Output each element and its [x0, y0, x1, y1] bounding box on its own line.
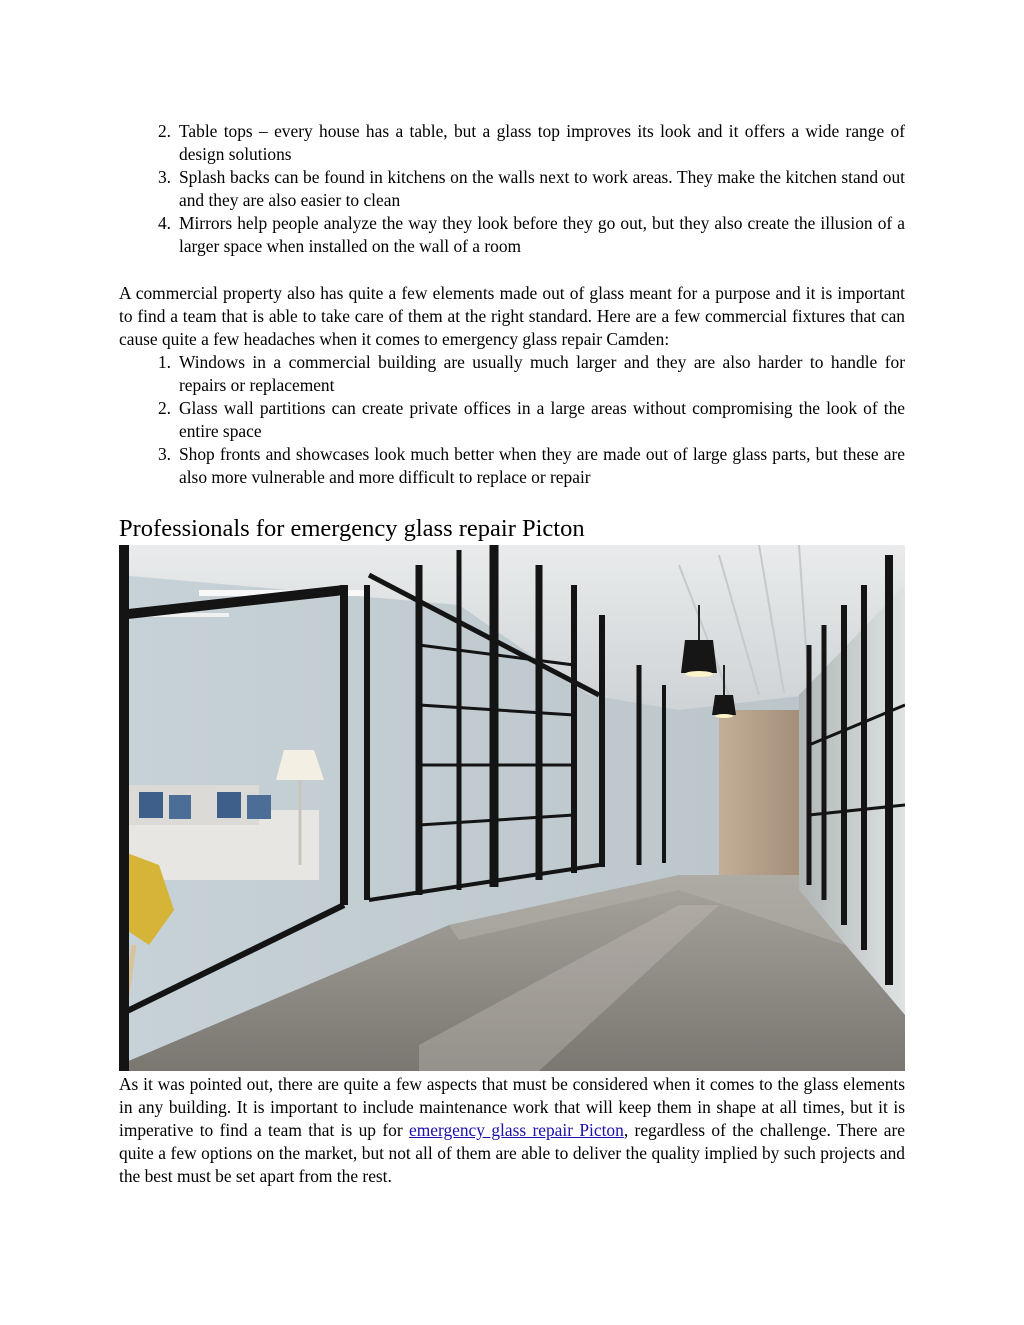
- list-item: [119, 397, 905, 443]
- office-corridor-photo: [119, 545, 905, 1071]
- list-item: [119, 212, 905, 258]
- list-number: 2.: [157, 398, 171, 418]
- section-heading: Professionals for emergency glass repair Picton: [119, 515, 585, 542]
- list-item-text: Table tops – every house has a table, but a glass top improves its look and it offers a wide range of design solutions: [179, 121, 905, 164]
- list-number: 4.: [157, 213, 171, 233]
- closing-text-end: , regardless of the challenge. There are quite a few options on the market, but not all of them are able to deliver the quality implied by such projects and the best must be set apart from the rest.: [119, 1120, 905, 1186]
- list-item: [119, 120, 905, 166]
- list-item-text: Splash backs can be found in kitchens on the walls next to work areas. They make the kitchen stand out and they are also easier to clean: [179, 167, 905, 210]
- list-item: [119, 443, 905, 489]
- closing-paragraph: [119, 1073, 905, 1188]
- list-item-text: Shop fronts and showcases look much better when they are made out of large glass parts, but these are also more vulnerable and more difficult to replace or repair: [179, 444, 905, 487]
- list-item-text: Glass wall partitions can create private offices in a large areas without compromising the look of the entire space: [179, 398, 905, 441]
- list-number: 3.: [157, 167, 171, 187]
- residential-glass-list: [119, 120, 905, 258]
- commercial-paragraph: A commercial property also has quite a few elements made out of glass meant for a purpose and it is important to find a team that is able to take care of them at the right standard. Here are a few commercial fixtures that can cause quite a few headaches when it comes to emergency glass repair Camden:: [119, 283, 905, 349]
- emergency-glass-repair-link[interactable]: emergency glass repair Picton: [409, 1120, 624, 1140]
- list-item-text: Mirrors help people analyze the way they look before they go out, but they also create the illusion of a larger space when installed on the wall of a room: [179, 213, 905, 256]
- list-item: [119, 351, 905, 397]
- closing-text-start: As it was pointed out, there are quite a few aspects that must be considered when it comes to the glass elements in any building. It is important to include maintenance work that will keep them in shape at all times, but it is imperative to find a team that is up for: [119, 1074, 905, 1140]
- list-number: 1.: [157, 352, 171, 372]
- document-page: [119, 120, 905, 1188]
- list-number: 3.: [157, 444, 171, 464]
- list-item: [119, 166, 905, 212]
- list-number: 2.: [157, 121, 171, 141]
- commercial-glass-list: [119, 351, 905, 489]
- list-item-text: Windows in a commercial building are usually much larger and they are also harder to handle for repairs or replacement: [179, 352, 905, 395]
